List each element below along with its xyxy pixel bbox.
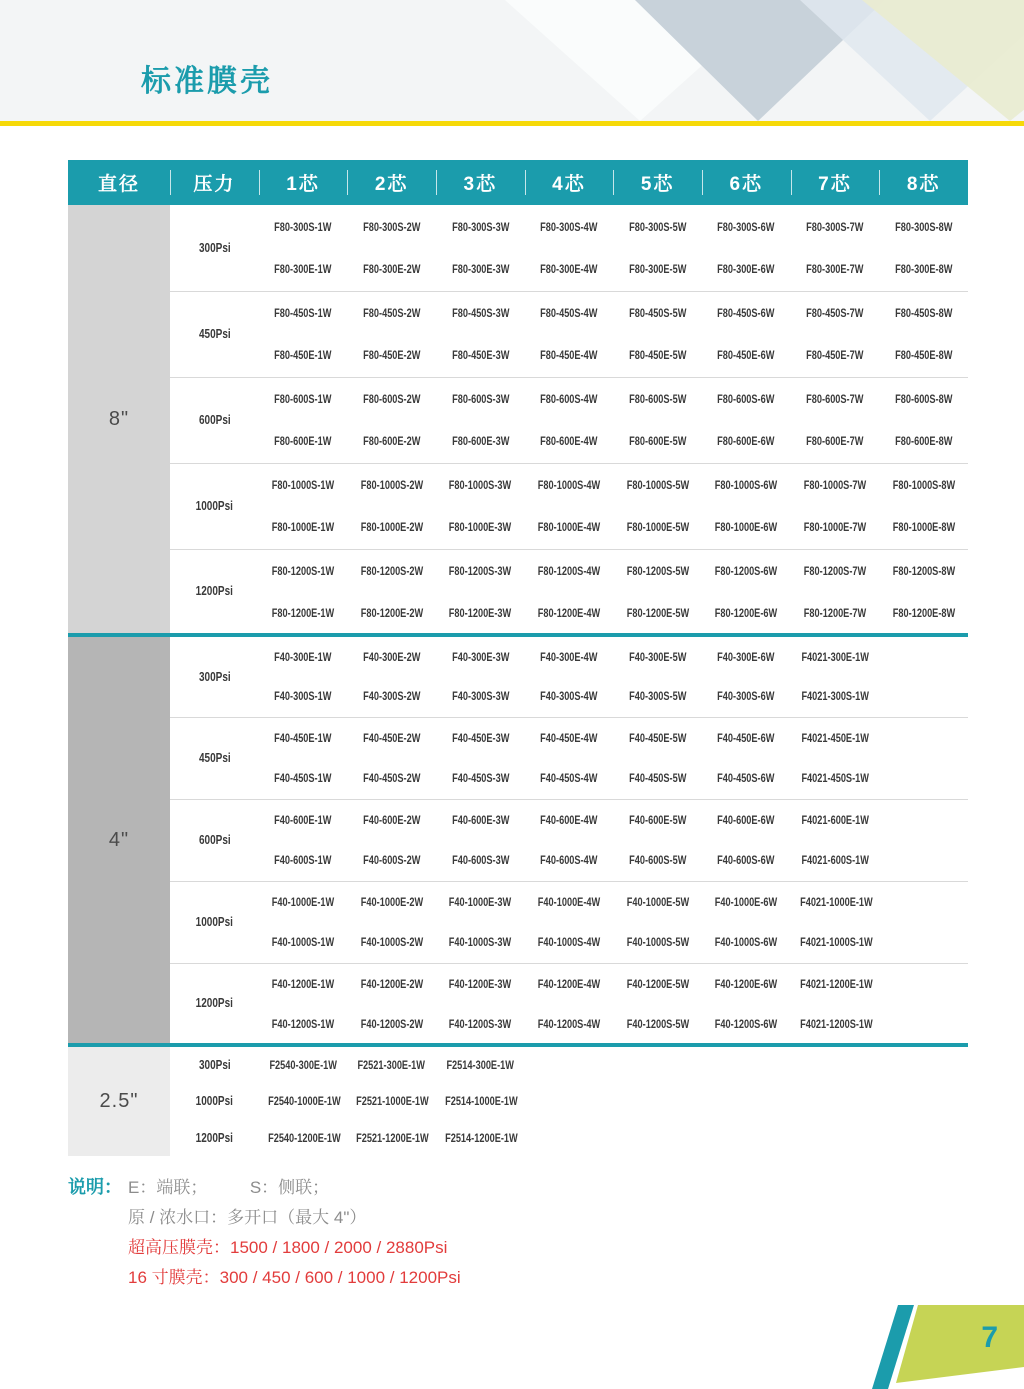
- table-row: [68, 799, 968, 840]
- table-header-row: [68, 160, 968, 205]
- model-cell: F80-1200S-8W: [879, 549, 968, 592]
- model-cell: F40-600S-3W: [436, 840, 525, 881]
- note-text: 16 寸膜壳：300 / 450 / 600 / 1000 / 1200Psi: [128, 1268, 461, 1287]
- model-cell: F80-450E-6W: [702, 334, 791, 377]
- model-cell: F80-1200S-1W: [259, 549, 348, 592]
- model-cell: F80-450S-7W: [791, 291, 880, 334]
- model-cell: F80-1000E-1W: [259, 506, 348, 549]
- note-text: 原 / 浓水口：多开口（最大 4"）: [128, 1208, 367, 1227]
- table-row: [68, 463, 968, 506]
- model-cell: F80-300E-7W: [791, 248, 880, 291]
- model-cell: F40-1000S-5W: [613, 922, 702, 963]
- model-cell: F80-450E-2W: [347, 334, 436, 377]
- table-row: [68, 963, 968, 1004]
- model-cell: F80-600S-7W: [791, 377, 880, 420]
- model-cell: F40-1200E-2W: [347, 963, 436, 1004]
- model-cell: [879, 1045, 968, 1082]
- model-cell: F80-1200E-1W: [259, 592, 348, 635]
- model-cell: F80-300E-8W: [879, 248, 968, 291]
- model-cell: [702, 1082, 791, 1119]
- model-cell: F80-1200E-7W: [791, 592, 880, 635]
- model-cell: F80-1000S-7W: [791, 463, 880, 506]
- pressure-cell: 300Psi: [170, 635, 259, 717]
- model-cell: F80-300S-7W: [791, 205, 880, 248]
- model-cell: F2540-1200E-1W: [259, 1119, 348, 1156]
- model-cell: F40-450S-3W: [436, 758, 525, 799]
- model-cell: F40-1000E-6W: [702, 881, 791, 922]
- model-cell: F80-1200E-3W: [436, 592, 525, 635]
- model-cell: [879, 758, 968, 799]
- note-label: 说明：: [68, 1177, 122, 1197]
- model-cell: F80-1000S-1W: [259, 463, 348, 506]
- model-cell: [791, 1082, 880, 1119]
- model-cell: F80-450E-8W: [879, 334, 968, 377]
- model-cell: F80-600S-8W: [879, 377, 968, 420]
- model-cell: F80-300E-4W: [525, 248, 614, 291]
- model-cell: F80-300S-3W: [436, 205, 525, 248]
- housing-table: [68, 160, 968, 1156]
- model-cell: F40-600E-5W: [613, 799, 702, 840]
- model-cell: F40-450E-6W: [702, 717, 791, 758]
- model-cell: F40-450S-2W: [347, 758, 436, 799]
- model-cell: F40-1000E-3W: [436, 881, 525, 922]
- model-cell: F40-300E-2W: [347, 635, 436, 676]
- pressure-cell: 600Psi: [170, 799, 259, 881]
- model-cell: F80-450S-8W: [879, 291, 968, 334]
- model-cell: F40-600S-4W: [525, 840, 614, 881]
- model-cell: F80-300E-5W: [613, 248, 702, 291]
- model-cell: F40-1200E-1W: [259, 963, 348, 1004]
- model-cell: F80-600S-1W: [259, 377, 348, 420]
- model-cell: F80-1000S-4W: [525, 463, 614, 506]
- model-cell: F40-450E-4W: [525, 717, 614, 758]
- model-cell: F80-450E-4W: [525, 334, 614, 377]
- model-cell: F4021-300S-1W: [791, 676, 880, 717]
- model-cell: F80-300S-4W: [525, 205, 614, 248]
- model-cell: F80-1200S-4W: [525, 549, 614, 592]
- model-cell: F80-450S-2W: [347, 291, 436, 334]
- model-cell: F80-450E-5W: [613, 334, 702, 377]
- diameter-cell: 8": [68, 205, 170, 635]
- model-cell: F2514-1000E-1W: [436, 1082, 525, 1119]
- model-cell: F40-1200S-3W: [436, 1004, 525, 1045]
- column-header: 4芯: [525, 160, 614, 205]
- model-cell: F40-1000E-4W: [525, 881, 614, 922]
- model-cell: F2521-1000E-1W: [347, 1082, 436, 1119]
- model-cell: [879, 717, 968, 758]
- table-row: [68, 377, 968, 420]
- column-header: 7芯: [791, 160, 880, 205]
- model-cell: F80-600E-6W: [702, 420, 791, 463]
- model-cell: F80-600E-8W: [879, 420, 968, 463]
- model-cell: F40-600S-5W: [613, 840, 702, 881]
- note-line: [128, 1263, 461, 1293]
- notes: [68, 1172, 461, 1293]
- pressure-cell: 300Psi: [170, 1045, 259, 1082]
- model-cell: F80-600E-2W: [347, 420, 436, 463]
- model-cell: F4021-450S-1W: [791, 758, 880, 799]
- model-cell: F4021-1200E-1W: [791, 963, 880, 1004]
- model-cell: F4021-450E-1W: [791, 717, 880, 758]
- model-cell: F40-300S-5W: [613, 676, 702, 717]
- table-row: [68, 205, 968, 248]
- model-cell: F80-1000E-6W: [702, 506, 791, 549]
- column-header: 直径: [68, 160, 170, 205]
- model-cell: F40-300S-1W: [259, 676, 348, 717]
- model-cell: F40-450S-1W: [259, 758, 348, 799]
- model-cell: F40-1000S-1W: [259, 922, 348, 963]
- model-cell: F4021-1000S-1W: [791, 922, 880, 963]
- model-cell: [879, 635, 968, 676]
- model-cell: F40-450E-1W: [259, 717, 348, 758]
- model-cell: F80-300S-1W: [259, 205, 348, 248]
- table-row: [68, 291, 968, 334]
- model-cell: F40-1000S-3W: [436, 922, 525, 963]
- model-cell: F80-600E-5W: [613, 420, 702, 463]
- note-line: [128, 1203, 461, 1233]
- model-cell: F80-600E-4W: [525, 420, 614, 463]
- model-cell: [525, 1045, 614, 1082]
- model-cell: F80-600S-5W: [613, 377, 702, 420]
- model-cell: F80-600E-1W: [259, 420, 348, 463]
- model-cell: F40-300E-3W: [436, 635, 525, 676]
- model-cell: F40-1200E-3W: [436, 963, 525, 1004]
- model-cell: F80-1200S-6W: [702, 549, 791, 592]
- model-cell: [879, 676, 968, 717]
- model-cell: F80-1000S-8W: [879, 463, 968, 506]
- model-cell: F80-300E-6W: [702, 248, 791, 291]
- model-cell: F80-1000E-7W: [791, 506, 880, 549]
- model-cell: F2521-300E-1W: [347, 1045, 436, 1082]
- model-cell: F40-300E-1W: [259, 635, 348, 676]
- housing-table-wrap: [68, 160, 968, 1156]
- model-cell: F2514-300E-1W: [436, 1045, 525, 1082]
- pressure-cell: 1200Psi: [170, 963, 259, 1045]
- model-cell: F80-300S-5W: [613, 205, 702, 248]
- model-cell: F80-1200S-2W: [347, 549, 436, 592]
- model-cell: F80-600S-6W: [702, 377, 791, 420]
- model-cell: F40-1200S-6W: [702, 1004, 791, 1045]
- model-cell: F80-1200S-5W: [613, 549, 702, 592]
- pressure-cell: 300Psi: [170, 205, 259, 291]
- pressure-cell: 1000Psi: [170, 881, 259, 963]
- model-cell: F80-300S-8W: [879, 205, 968, 248]
- model-cell: F40-1200E-4W: [525, 963, 614, 1004]
- model-cell: F80-450S-6W: [702, 291, 791, 334]
- model-cell: F80-1200E-8W: [879, 592, 968, 635]
- model-cell: F40-300S-3W: [436, 676, 525, 717]
- model-cell: F40-600S-1W: [259, 840, 348, 881]
- model-cell: F4021-600S-1W: [791, 840, 880, 881]
- model-cell: F40-1200S-1W: [259, 1004, 348, 1045]
- pressure-cell: 450Psi: [170, 717, 259, 799]
- model-cell: F40-450E-3W: [436, 717, 525, 758]
- model-cell: [791, 1119, 880, 1156]
- table-row: [68, 1082, 968, 1119]
- pressure-cell: 600Psi: [170, 377, 259, 463]
- model-cell: F40-600E-4W: [525, 799, 614, 840]
- model-cell: F2540-1000E-1W: [259, 1082, 348, 1119]
- model-cell: F40-1200E-5W: [613, 963, 702, 1004]
- note-line: [128, 1233, 461, 1263]
- model-cell: F40-450S-5W: [613, 758, 702, 799]
- table-row: [68, 717, 968, 758]
- model-cell: F80-600S-3W: [436, 377, 525, 420]
- model-cell: F40-1000S-4W: [525, 922, 614, 963]
- model-cell: [879, 922, 968, 963]
- model-cell: F80-450S-3W: [436, 291, 525, 334]
- model-cell: F80-300E-2W: [347, 248, 436, 291]
- model-cell: [525, 1082, 614, 1119]
- model-cell: F80-1000E-3W: [436, 506, 525, 549]
- model-cell: F40-600S-6W: [702, 840, 791, 881]
- note-line: [68, 1172, 461, 1203]
- pressure-cell: 1000Psi: [170, 1082, 259, 1119]
- model-cell: [879, 963, 968, 1004]
- model-cell: F80-450E-3W: [436, 334, 525, 377]
- table-row: [68, 1045, 968, 1082]
- model-cell: F80-600S-4W: [525, 377, 614, 420]
- pressure-cell: 1200Psi: [170, 1119, 259, 1156]
- model-cell: F4021-600E-1W: [791, 799, 880, 840]
- model-cell: F4021-1000E-1W: [791, 881, 880, 922]
- model-cell: F40-1200S-2W: [347, 1004, 436, 1045]
- model-cell: F2514-1200E-1W: [436, 1119, 525, 1156]
- table-row: [68, 549, 968, 592]
- model-cell: F80-450E-1W: [259, 334, 348, 377]
- model-cell: F4021-300E-1W: [791, 635, 880, 676]
- model-cell: F80-600E-3W: [436, 420, 525, 463]
- model-cell: F40-1000S-2W: [347, 922, 436, 963]
- model-cell: F80-1000E-8W: [879, 506, 968, 549]
- model-cell: F80-450S-4W: [525, 291, 614, 334]
- model-cell: [879, 1082, 968, 1119]
- model-cell: F80-1000S-2W: [347, 463, 436, 506]
- model-cell: F80-300S-2W: [347, 205, 436, 248]
- model-cell: [879, 881, 968, 922]
- note-text: 超高压膜壳：1500 / 1800 / 2000 / 2880Psi: [128, 1238, 448, 1257]
- model-cell: [879, 1119, 968, 1156]
- model-cell: [879, 1004, 968, 1045]
- column-header: 8芯: [879, 160, 968, 205]
- pressure-cell: 1200Psi: [170, 549, 259, 635]
- model-cell: F40-600E-1W: [259, 799, 348, 840]
- table-body: [68, 205, 968, 1156]
- model-cell: F40-450S-6W: [702, 758, 791, 799]
- table-row: [68, 635, 968, 676]
- model-cell: F40-300E-6W: [702, 635, 791, 676]
- model-cell: F80-1200S-7W: [791, 549, 880, 592]
- model-cell: F40-300S-4W: [525, 676, 614, 717]
- model-cell: F40-450E-2W: [347, 717, 436, 758]
- model-cell: F40-300S-2W: [347, 676, 436, 717]
- model-cell: F80-1200E-4W: [525, 592, 614, 635]
- model-cell: F80-300S-6W: [702, 205, 791, 248]
- model-cell: F40-600E-6W: [702, 799, 791, 840]
- model-cell: F80-600S-2W: [347, 377, 436, 420]
- model-cell: F40-300S-6W: [702, 676, 791, 717]
- diameter-cell: 4": [68, 635, 170, 1045]
- model-cell: [791, 1045, 880, 1082]
- column-header: 1芯: [259, 160, 348, 205]
- model-cell: F40-600E-3W: [436, 799, 525, 840]
- model-cell: F80-450S-5W: [613, 291, 702, 334]
- model-cell: F80-1000E-4W: [525, 506, 614, 549]
- model-cell: F80-1200S-3W: [436, 549, 525, 592]
- table-row: [68, 881, 968, 922]
- header-band: [0, 0, 1024, 121]
- page-title: 标准膜壳: [141, 65, 273, 98]
- column-header: 2芯: [347, 160, 436, 205]
- model-cell: F80-300E-3W: [436, 248, 525, 291]
- yellow-divider: [0, 121, 1024, 126]
- model-cell: F4021-1200S-1W: [791, 1004, 880, 1045]
- model-cell: [879, 799, 968, 840]
- model-cell: F80-1200E-5W: [613, 592, 702, 635]
- model-cell: [525, 1119, 614, 1156]
- model-cell: F2521-1200E-1W: [347, 1119, 436, 1156]
- model-cell: F80-1000S-3W: [436, 463, 525, 506]
- model-cell: F80-1000S-6W: [702, 463, 791, 506]
- model-cell: F40-1000E-2W: [347, 881, 436, 922]
- badge-lime-shape: [896, 1305, 1024, 1383]
- model-cell: F40-1000S-6W: [702, 922, 791, 963]
- model-cell: F40-1200S-5W: [613, 1004, 702, 1045]
- model-cell: F40-1000E-5W: [613, 881, 702, 922]
- model-cell: F80-600E-7W: [791, 420, 880, 463]
- pressure-cell: 1000Psi: [170, 463, 259, 549]
- column-header: 6芯: [702, 160, 791, 205]
- model-cell: F2540-300E-1W: [259, 1045, 348, 1082]
- note-text: E：端联； S：侧联；: [128, 1178, 330, 1197]
- model-cell: F80-1200E-6W: [702, 592, 791, 635]
- model-cell: F80-300E-1W: [259, 248, 348, 291]
- model-cell: F80-1000S-5W: [613, 463, 702, 506]
- model-cell: F40-1000E-1W: [259, 881, 348, 922]
- model-cell: [613, 1045, 702, 1082]
- model-cell: F80-1000E-5W: [613, 506, 702, 549]
- model-cell: F40-450E-5W: [613, 717, 702, 758]
- page-number-badge: [864, 1299, 1024, 1389]
- model-cell: F80-1200E-2W: [347, 592, 436, 635]
- model-cell: F40-1200E-6W: [702, 963, 791, 1004]
- column-header: 5芯: [613, 160, 702, 205]
- model-cell: [702, 1045, 791, 1082]
- model-cell: [879, 840, 968, 881]
- model-cell: [613, 1119, 702, 1156]
- pressure-cell: 450Psi: [170, 291, 259, 377]
- model-cell: F40-1200S-4W: [525, 1004, 614, 1045]
- page-number: 7: [981, 1321, 998, 1354]
- model-cell: F40-300E-5W: [613, 635, 702, 676]
- model-cell: F40-600E-2W: [347, 799, 436, 840]
- model-cell: F40-600S-2W: [347, 840, 436, 881]
- model-cell: [613, 1082, 702, 1119]
- model-cell: F80-1000E-2W: [347, 506, 436, 549]
- model-cell: F80-450S-1W: [259, 291, 348, 334]
- model-cell: F40-450S-4W: [525, 758, 614, 799]
- column-header: 3芯: [436, 160, 525, 205]
- diameter-cell: 2.5": [68, 1045, 170, 1156]
- column-header: 压力: [170, 160, 259, 205]
- model-cell: F40-300E-4W: [525, 635, 614, 676]
- table-row: [68, 1119, 968, 1156]
- model-cell: F80-450E-7W: [791, 334, 880, 377]
- model-cell: [702, 1119, 791, 1156]
